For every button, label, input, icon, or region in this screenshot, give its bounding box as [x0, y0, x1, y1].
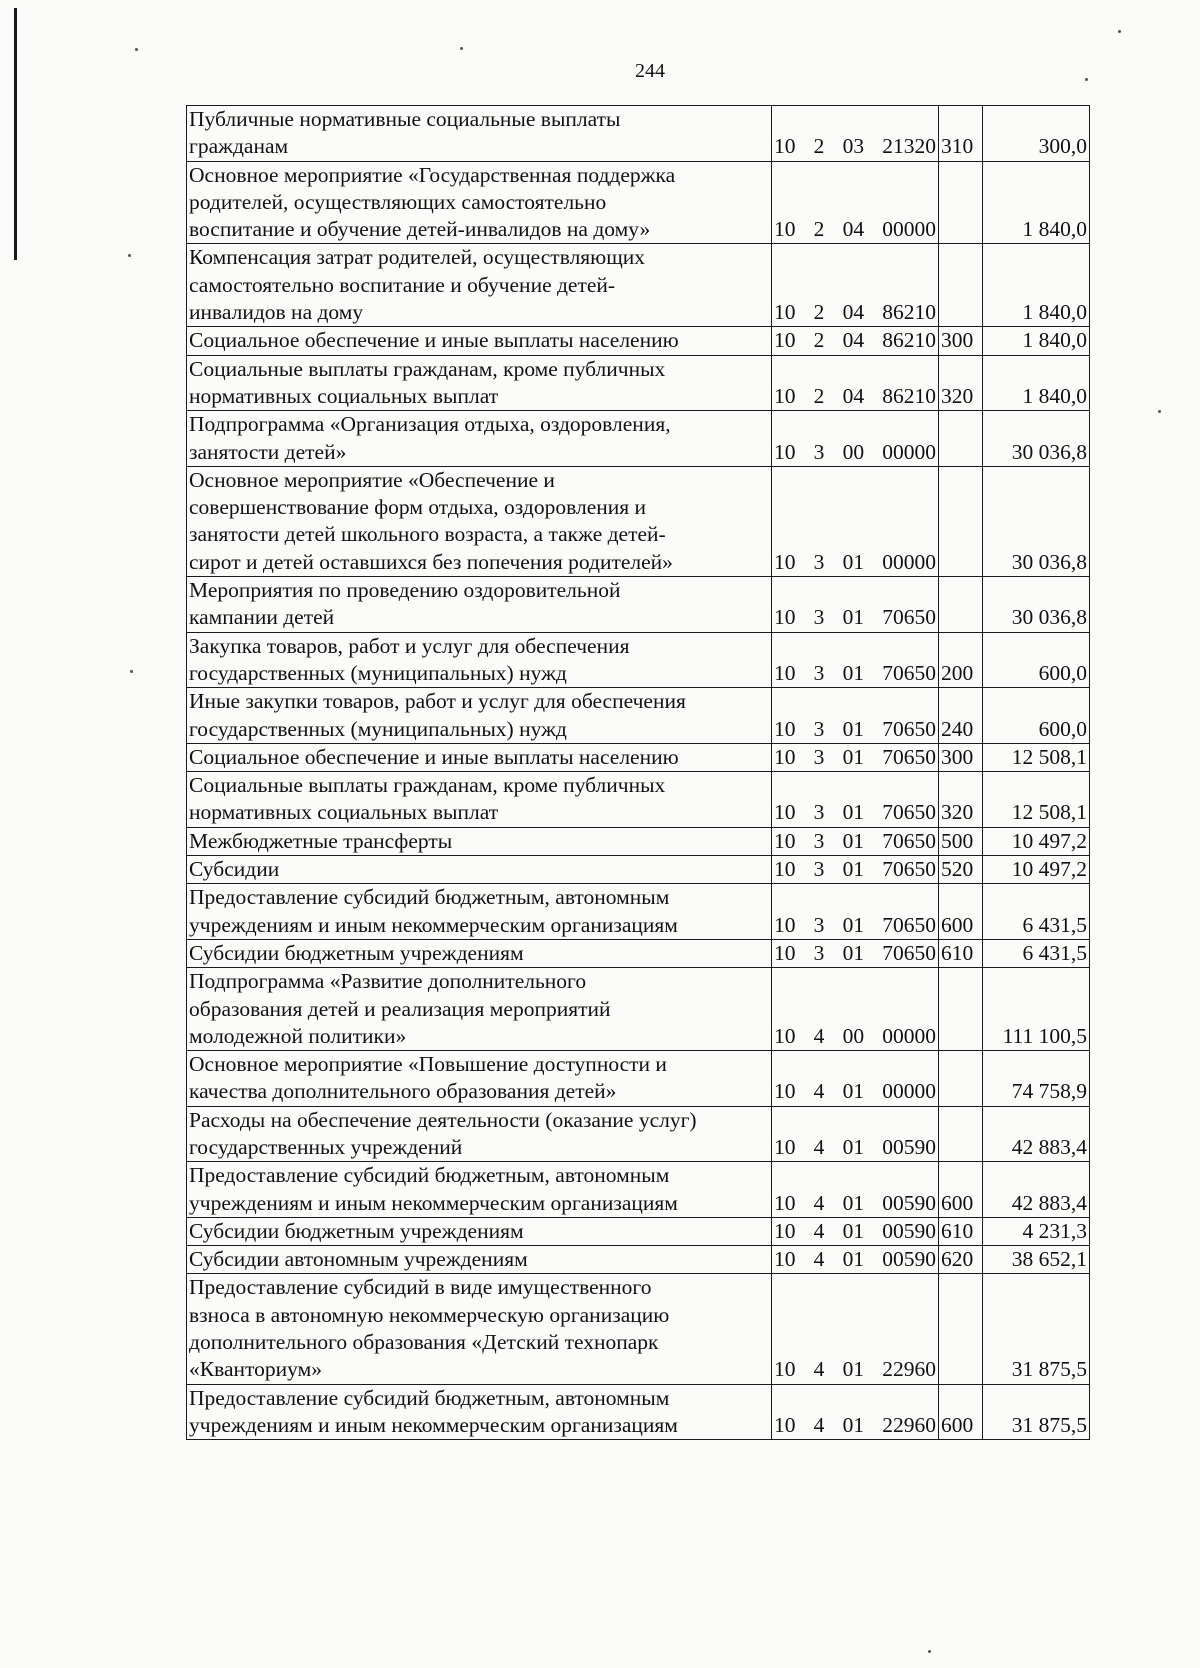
code-segment: 04 [842, 383, 865, 408]
code-segment: 3 [813, 439, 825, 464]
classification-code-cell [772, 632, 939, 688]
amount-cell: 30 036,8 [983, 466, 1090, 576]
code-segment: 00000 [882, 217, 936, 242]
code-segment: 01 [842, 1357, 865, 1382]
expense-name-cell [187, 161, 772, 244]
expense-name-line: Основное мероприятие «Повышение доступности и [189, 1052, 667, 1077]
code-segment: 4 [813, 1412, 825, 1437]
code-segment: 10 [774, 300, 796, 325]
code-segment: 04 [842, 300, 865, 325]
amount-cell: 6 431,5 [983, 884, 1090, 940]
expense-type-cell: 240 [939, 688, 983, 744]
amount-cell: 1 840,0 [983, 244, 1090, 327]
expense-type-cell [939, 161, 983, 244]
expense-name-cell [187, 327, 772, 355]
expense-name-line: занятости детей» [189, 439, 347, 464]
code-segment: 01 [842, 660, 865, 685]
table-row [187, 1274, 1090, 1384]
code-segment: 4 [813, 1079, 825, 1104]
expense-name-cell [187, 856, 772, 884]
classification-code [774, 1246, 936, 1273]
expense-name-line: Субсидии бюджетным учреждениям [189, 1218, 524, 1243]
table-row [187, 1051, 1090, 1107]
expense-name-line: самостоятельно воспитание и обучение детей- [189, 272, 616, 297]
classification-code-cell [772, 1162, 939, 1218]
code-segment: 70650 [882, 605, 936, 630]
classification-code [774, 604, 936, 631]
table-row [187, 1217, 1090, 1245]
expense-name-cell [187, 939, 772, 967]
code-segment: 3 [813, 912, 825, 937]
classification-code-cell [772, 327, 939, 355]
table-row [187, 355, 1090, 411]
expense-name-cell [187, 632, 772, 688]
code-segment: 01 [842, 1190, 865, 1215]
amount-cell: 10 497,2 [983, 856, 1090, 884]
expense-type-cell [939, 1274, 983, 1384]
expense-name-line: Предоставление субсидий бюджетным, автономным [189, 1385, 670, 1410]
expense-name-line: Предоставление субсидий в виде имущественного [189, 1275, 652, 1300]
table-row [187, 827, 1090, 855]
amount-cell: 30 036,8 [983, 411, 1090, 467]
code-segment: 01 [842, 605, 865, 630]
code-segment: 01 [842, 716, 865, 741]
code-segment: 04 [842, 328, 865, 353]
code-segment: 10 [774, 912, 796, 937]
table-row [187, 688, 1090, 744]
code-segment: 01 [842, 828, 865, 853]
code-segment: 10 [774, 1357, 796, 1382]
code-segment: 00000 [882, 1079, 936, 1104]
code-segment: 10 [774, 1218, 796, 1243]
code-segment: 2 [813, 217, 825, 242]
amount-cell: 10 497,2 [983, 827, 1090, 855]
code-segment: 3 [813, 716, 825, 741]
table-row [187, 632, 1090, 688]
expense-name-line: нормативных социальных выплат [189, 383, 499, 408]
budget-table-body [187, 106, 1090, 1440]
code-segment: 01 [842, 1412, 865, 1437]
classification-code [774, 1190, 936, 1217]
classification-code-cell [772, 106, 939, 162]
amount-cell: 600,0 [983, 632, 1090, 688]
classification-code [774, 299, 936, 326]
expense-name-line: государственных учреждений [189, 1134, 463, 1159]
scan-speck [128, 254, 131, 257]
amount-cell: 600,0 [983, 688, 1090, 744]
expense-name-cell [187, 827, 772, 855]
code-segment: 10 [774, 1134, 796, 1159]
code-segment: 10 [774, 439, 796, 464]
classification-code-cell [772, 884, 939, 940]
classification-code-cell [772, 1274, 939, 1384]
expense-type-cell [939, 411, 983, 467]
expense-name-cell [187, 466, 772, 576]
classification-code-cell [772, 772, 939, 828]
expense-name-line: Социальное обеспечение и иные выплаты населению [189, 744, 679, 769]
classification-code [774, 133, 936, 160]
expense-name-line: Расходы на обеспечение деятельности (оказание услуг) [189, 1107, 697, 1132]
code-segment: 2 [813, 300, 825, 325]
expense-name-line: Компенсация затрат родителей, осуществляющих [189, 245, 646, 270]
table-row [187, 244, 1090, 327]
code-segment: 01 [842, 912, 865, 937]
classification-code [774, 216, 936, 243]
amount-cell: 1 840,0 [983, 327, 1090, 355]
scan-speck [928, 1650, 931, 1653]
expense-type-cell: 620 [939, 1246, 983, 1274]
expense-type-cell [939, 968, 983, 1051]
code-segment: 10 [774, 857, 796, 882]
expense-name-line: занятости детей школьного возраста, а также детей- [189, 522, 666, 547]
code-segment: 01 [842, 549, 865, 574]
classification-code [774, 327, 936, 354]
code-segment: 00 [842, 1023, 865, 1048]
code-segment: 3 [813, 660, 825, 685]
expense-name-line: родителей, осуществляющих самостоятельно [189, 189, 607, 214]
expense-name-line: Предоставление субсидий бюджетным, автономным [189, 1163, 670, 1188]
expense-name-cell [187, 1274, 772, 1384]
expense-name-line: Межбюджетные трансферты [189, 828, 453, 853]
code-segment: 4 [813, 1134, 825, 1159]
amount-cell: 74 758,9 [983, 1051, 1090, 1107]
code-segment: 10 [774, 1412, 796, 1437]
expense-type-cell: 300 [939, 743, 983, 771]
code-segment: 01 [842, 1247, 865, 1272]
classification-code-cell [772, 856, 939, 884]
code-segment: 70650 [882, 744, 936, 769]
amount-cell: 42 883,4 [983, 1162, 1090, 1218]
expense-name-line: учреждениям и иным некоммерческим организациям [189, 1190, 678, 1215]
code-segment: 86210 [882, 328, 936, 353]
table-row [187, 968, 1090, 1051]
expense-type-cell: 600 [939, 1384, 983, 1440]
code-segment: 86210 [882, 300, 936, 325]
code-segment: 4 [813, 1190, 825, 1215]
expense-name-line: Социальное обеспечение и иные выплаты населению [189, 328, 679, 353]
code-segment: 00590 [882, 1218, 936, 1243]
classification-code [774, 1078, 936, 1105]
code-segment: 2 [813, 383, 825, 408]
table-row [187, 1384, 1090, 1440]
classification-code [774, 439, 936, 466]
code-segment: 21320 [882, 134, 936, 159]
code-segment: 86210 [882, 383, 936, 408]
amount-cell: 12 508,1 [983, 743, 1090, 771]
code-segment: 10 [774, 1079, 796, 1104]
amount-cell: 31 875,5 [983, 1384, 1090, 1440]
expense-name-line: совершенствование форм отдыха, оздоровления и [189, 495, 647, 520]
code-segment: 3 [813, 549, 825, 574]
amount-cell: 300,0 [983, 106, 1090, 162]
amount-cell: 42 883,4 [983, 1106, 1090, 1162]
expense-name-line: Мероприятия по проведению оздоровительной [189, 578, 621, 603]
classification-code-cell [772, 355, 939, 411]
expense-name-cell [187, 743, 772, 771]
code-segment: 4 [813, 1023, 825, 1048]
table-row [187, 939, 1090, 967]
code-segment: 10 [774, 828, 796, 853]
expense-type-cell [939, 577, 983, 633]
code-segment: 00590 [882, 1134, 936, 1159]
code-segment: 10 [774, 134, 796, 159]
classification-code-cell [772, 411, 939, 467]
code-segment: 70650 [882, 828, 936, 853]
code-segment: 3 [813, 744, 825, 769]
code-segment: 70650 [882, 716, 936, 741]
code-segment: 10 [774, 217, 796, 242]
code-segment: 10 [774, 744, 796, 769]
code-segment: 22960 [882, 1357, 936, 1382]
code-segment: 4 [813, 1218, 825, 1243]
table-row [187, 1162, 1090, 1218]
expense-type-cell: 200 [939, 632, 983, 688]
expense-name-line: Основное мероприятие «Обеспечение и [189, 467, 555, 492]
code-segment: 2 [813, 134, 825, 159]
code-segment: 70650 [882, 912, 936, 937]
code-segment: 00000 [882, 439, 936, 464]
code-segment: 3 [813, 828, 825, 853]
expense-name-line: сирот и детей оставшихся без попечения родителей» [189, 549, 673, 574]
code-segment: 3 [813, 800, 825, 825]
amount-cell: 31 875,5 [983, 1274, 1090, 1384]
code-segment: 00000 [882, 1023, 936, 1048]
classification-code [774, 1412, 936, 1439]
expense-name-line: воспитание и обучение детей-инвалидов на дому» [189, 217, 651, 242]
code-segment: 00590 [882, 1190, 936, 1215]
classification-code [774, 549, 936, 576]
classification-code [774, 744, 936, 771]
code-segment: 70650 [882, 940, 936, 965]
expense-name-line: Субсидии бюджетным учреждениям [189, 940, 524, 965]
code-segment: 00 [842, 439, 865, 464]
table-row [187, 466, 1090, 576]
code-segment: 01 [842, 857, 865, 882]
expense-type-cell: 320 [939, 772, 983, 828]
expense-type-cell [939, 1106, 983, 1162]
expense-name-cell [187, 1106, 772, 1162]
classification-code-cell [772, 827, 939, 855]
classification-code-cell [772, 688, 939, 744]
expense-name-line: качества дополнительного образования детей» [189, 1079, 617, 1104]
expense-type-cell [939, 466, 983, 576]
code-segment: 01 [842, 744, 865, 769]
expense-name-line: учреждениям и иным некоммерческим организациям [189, 1412, 678, 1437]
expense-name-line: Подпрограмма «Развитие дополнительного [189, 969, 587, 994]
expense-type-cell: 610 [939, 1217, 983, 1245]
classification-code [774, 799, 936, 826]
classification-code [774, 1023, 936, 1050]
expense-name-cell [187, 577, 772, 633]
expense-name-line: молодежной политики» [189, 1023, 407, 1048]
amount-cell: 111 100,5 [983, 968, 1090, 1051]
table-row [187, 411, 1090, 467]
amount-cell: 1 840,0 [983, 161, 1090, 244]
expense-type-cell: 600 [939, 1162, 983, 1218]
code-segment: 01 [842, 1218, 865, 1243]
expense-name-cell [187, 1217, 772, 1245]
amount-cell: 30 036,8 [983, 577, 1090, 633]
expense-name-line: Основное мероприятие «Государственная поддержка [189, 162, 676, 187]
code-segment: 4 [813, 1357, 825, 1382]
table-row [187, 1106, 1090, 1162]
code-segment: 70650 [882, 857, 936, 882]
classification-code [774, 383, 936, 410]
table-row [187, 1246, 1090, 1274]
scan-speck [1118, 30, 1121, 33]
amount-cell: 1 840,0 [983, 355, 1090, 411]
expense-name-line: инвалидов на дому [189, 300, 364, 325]
expense-name-cell [187, 688, 772, 744]
code-segment: 00590 [882, 1247, 936, 1272]
classification-code [774, 1218, 936, 1245]
code-segment: 3 [813, 857, 825, 882]
classification-code-cell [772, 1384, 939, 1440]
expense-name-line: взноса в автономную некоммерческую организацию [189, 1302, 670, 1327]
expense-type-cell: 610 [939, 939, 983, 967]
scan-speck [130, 670, 133, 673]
code-segment: 10 [774, 716, 796, 741]
classification-code-cell [772, 1246, 939, 1274]
classification-code-cell [772, 743, 939, 771]
table-row [187, 106, 1090, 162]
scan-speck [135, 48, 138, 51]
code-segment: 04 [842, 217, 865, 242]
page-number: 244 [635, 60, 665, 82]
code-segment: 10 [774, 940, 796, 965]
scan-speck [460, 47, 463, 50]
expense-name-line: Иные закупки товаров, работ и услуг для обеспечения [189, 689, 686, 714]
expense-name-cell [187, 1246, 772, 1274]
code-segment: 70650 [882, 660, 936, 685]
code-segment: 10 [774, 383, 796, 408]
table-row [187, 856, 1090, 884]
classification-code-cell [772, 161, 939, 244]
expense-name-cell [187, 968, 772, 1051]
expense-type-cell [939, 244, 983, 327]
code-segment: 10 [774, 1190, 796, 1215]
expense-name-cell [187, 1162, 772, 1218]
classification-code [774, 1356, 936, 1383]
classification-code-cell [772, 1051, 939, 1107]
expense-name-cell [187, 1384, 772, 1440]
classification-code-cell [772, 1106, 939, 1162]
code-segment: 22960 [882, 1412, 936, 1437]
table-row [187, 772, 1090, 828]
expense-type-cell: 500 [939, 827, 983, 855]
code-segment: 03 [842, 134, 865, 159]
expense-name-line: Публичные нормативные социальные выплаты [189, 107, 621, 131]
expense-type-cell: 320 [939, 355, 983, 411]
expense-name-line: гражданам [189, 134, 289, 159]
expense-name-cell [187, 884, 772, 940]
expense-name-line: образования детей и реализация мероприятий [189, 996, 611, 1021]
table-row [187, 327, 1090, 355]
amount-cell: 6 431,5 [983, 939, 1090, 967]
classification-code [774, 1134, 936, 1161]
code-segment: 10 [774, 800, 796, 825]
classification-code-cell [772, 244, 939, 327]
expense-name-line: «Кванториум» [189, 1357, 322, 1382]
expense-type-cell: 600 [939, 884, 983, 940]
code-segment: 00000 [882, 549, 936, 574]
amount-cell: 38 652,1 [983, 1246, 1090, 1274]
budget-table [186, 105, 1090, 1440]
code-segment: 01 [842, 1134, 865, 1159]
scan-edge-mark [14, 8, 17, 260]
expense-type-cell [939, 1051, 983, 1107]
classification-code-cell [772, 577, 939, 633]
classification-code-cell [772, 968, 939, 1051]
expense-name-cell [187, 106, 772, 162]
code-segment: 3 [813, 605, 825, 630]
expense-name-cell [187, 411, 772, 467]
expense-type-cell: 520 [939, 856, 983, 884]
expense-name-line: Субсидии автономным учреждениям [189, 1247, 528, 1272]
expense-name-cell [187, 1051, 772, 1107]
code-segment: 01 [842, 940, 865, 965]
code-segment: 3 [813, 940, 825, 965]
scan-speck [1158, 410, 1161, 413]
expense-name-line: государственных (муниципальных) нужд [189, 660, 567, 685]
classification-code [774, 856, 936, 883]
table-row [187, 884, 1090, 940]
expense-name-cell [187, 772, 772, 828]
expense-type-cell: 300 [939, 327, 983, 355]
code-segment: 70650 [882, 800, 936, 825]
expense-name-line: Подпрограмма «Организация отдыха, оздоровления, [189, 412, 671, 437]
expense-name-line: Закупка товаров, работ и услуг для обеспечения [189, 633, 630, 658]
classification-code-cell [772, 466, 939, 576]
classification-code [774, 716, 936, 743]
expense-name-line: Социальные выплаты гражданам, кроме публичных [189, 356, 666, 381]
classification-code [774, 912, 936, 939]
expense-name-line: кампании детей [189, 605, 335, 630]
amount-cell: 12 508,1 [983, 772, 1090, 828]
classification-code [774, 940, 936, 967]
table-row [187, 743, 1090, 771]
expense-name-cell [187, 244, 772, 327]
code-segment: 10 [774, 328, 796, 353]
classification-code [774, 828, 936, 855]
code-segment: 10 [774, 1247, 796, 1272]
expense-type-cell: 310 [939, 106, 983, 162]
classification-code-cell [772, 939, 939, 967]
expense-name-line: государственных (муниципальных) нужд [189, 716, 567, 741]
expense-name-line: Социальные выплаты гражданам, кроме публичных [189, 773, 666, 798]
expense-name-cell [187, 355, 772, 411]
code-segment: 10 [774, 549, 796, 574]
code-segment: 01 [842, 800, 865, 825]
code-segment: 10 [774, 1023, 796, 1048]
code-segment: 10 [774, 660, 796, 685]
expense-name-line: Субсидии [189, 857, 280, 882]
classification-code-cell [772, 1217, 939, 1245]
expense-name-line: Предоставление субсидий бюджетным, автономным [189, 885, 670, 910]
table-row [187, 161, 1090, 244]
code-segment: 4 [813, 1247, 825, 1272]
code-segment: 10 [774, 605, 796, 630]
amount-cell: 4 231,3 [983, 1217, 1090, 1245]
code-segment: 2 [813, 328, 825, 353]
expense-name-line: учреждениям и иным некоммерческим организациям [189, 912, 678, 937]
classification-code [774, 660, 936, 687]
code-segment: 01 [842, 1079, 865, 1104]
expense-name-line: нормативных социальных выплат [189, 800, 499, 825]
expense-name-line: дополнительного образования «Детский технопарк [189, 1330, 659, 1355]
table-row [187, 577, 1090, 633]
